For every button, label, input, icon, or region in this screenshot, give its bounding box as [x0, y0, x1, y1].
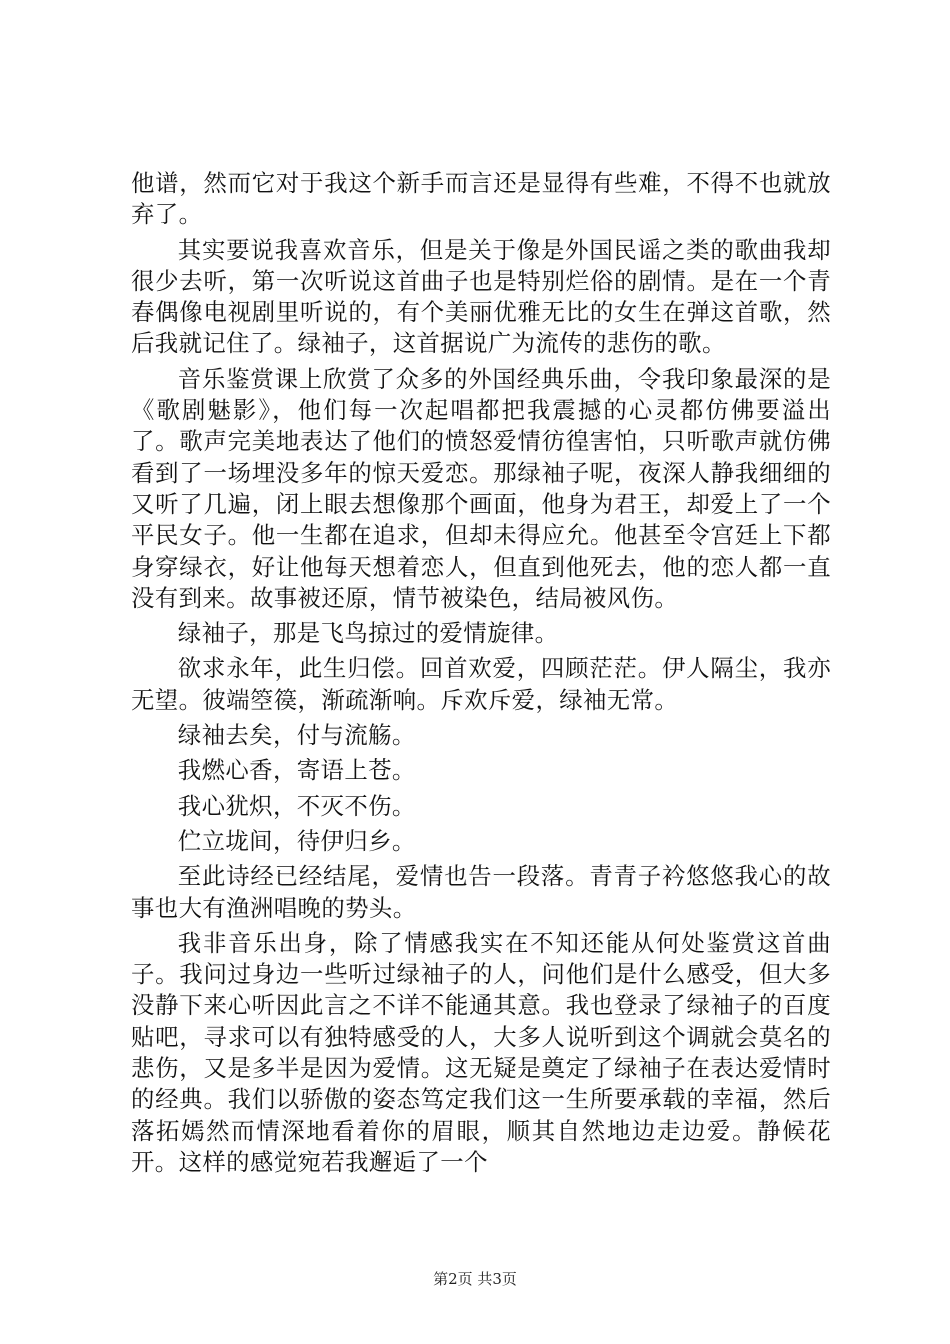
- document-body: [131, 168, 831, 1178]
- poem-line: 我燃心香，寄语上苍。: [177, 756, 416, 785]
- paragraph: 欲求永年，此生归偿。回首欢爱，四顾茫茫。伊人隔尘，我亦无望。彼端箜篌，渐疏渐响。斥欢斥爱，绿袖无常。: [131, 654, 831, 714]
- paragraph: 我非音乐出身，除了情感我实在不知还能从何处鉴赏这首曲子。我问过身边一些听过绿袖子的人，问他们是什么感受，但大多没静下来心听因此言之不详不能通其意。我也登录了绿袖子的百度贴吧，寻求可以有独特感受的人，大多人说听到这个调就会莫名的悲伤，又是多半是因为爱情。这无疑是奠定了绿袖子在表达爱情时的经典。我们以骄傲的姿态笃定我们这一生所要承载的幸福，然后落拓嫣然而情深地看着你的眉眼，顺其自然地边走边爱。静候花开。这样的感觉宛若我邂逅了一个: [131, 928, 831, 1176]
- paragraph: 其实要说我喜欢音乐，但是关于像是外国民谣之类的歌曲我却很少去听，第一次听说这首曲子也是特别烂俗的剧情。是在一个青春偶像电视剧里听说的，有个美丽优雅无比的女生在弹这首歌，然后我就记住了。绿袖子，这首据说广为流传的悲伤的歌。: [131, 235, 831, 358]
- page-footer: 第2页 共3页: [433, 1270, 517, 1288]
- poem-line: 绿袖去矣，付与流觞。: [177, 721, 416, 750]
- paragraph: 音乐鉴赏课上欣赏了众多的外国经典乐曲，令我印象最深的是《歌剧魅影》，他们每一次起唱都把我震撼的心灵都仿佛要溢出了。歌声完美地表达了他们的愤怒爱情彷徨害怕，只听歌声就仿佛看到了一场埋没多年的惊天爱恋。那绿袖子呢，夜深人静我细细的又听了几遍，闭上眼去想像那个画面，他身为君王，却爱上了一个平民女子。他一生都在追求，但却未得应允。他甚至令宫廷上下都身穿绿衣，好让他每天想着恋人，但直到他死去，他的恋人都一直没有到来。故事被还原，情节被染色，结局被风伤。: [131, 364, 831, 612]
- poem-line: 伫立垅间，待伊归乡。: [177, 826, 416, 855]
- paragraph: 他谱，然而它对于我这个新手而言还是显得有些难，不得不也就放弃了。: [131, 169, 831, 229]
- paragraph: 绿袖子，那是飞鸟掠过的爱情旋律。: [177, 619, 559, 648]
- poem-line: 我心犹炽，不灭不伤。: [177, 791, 416, 820]
- paragraph: 至此诗经已经结尾，爱情也告一段落。青青子衿悠悠我心的故事也大有渔洲唱晚的势头。: [131, 862, 831, 922]
